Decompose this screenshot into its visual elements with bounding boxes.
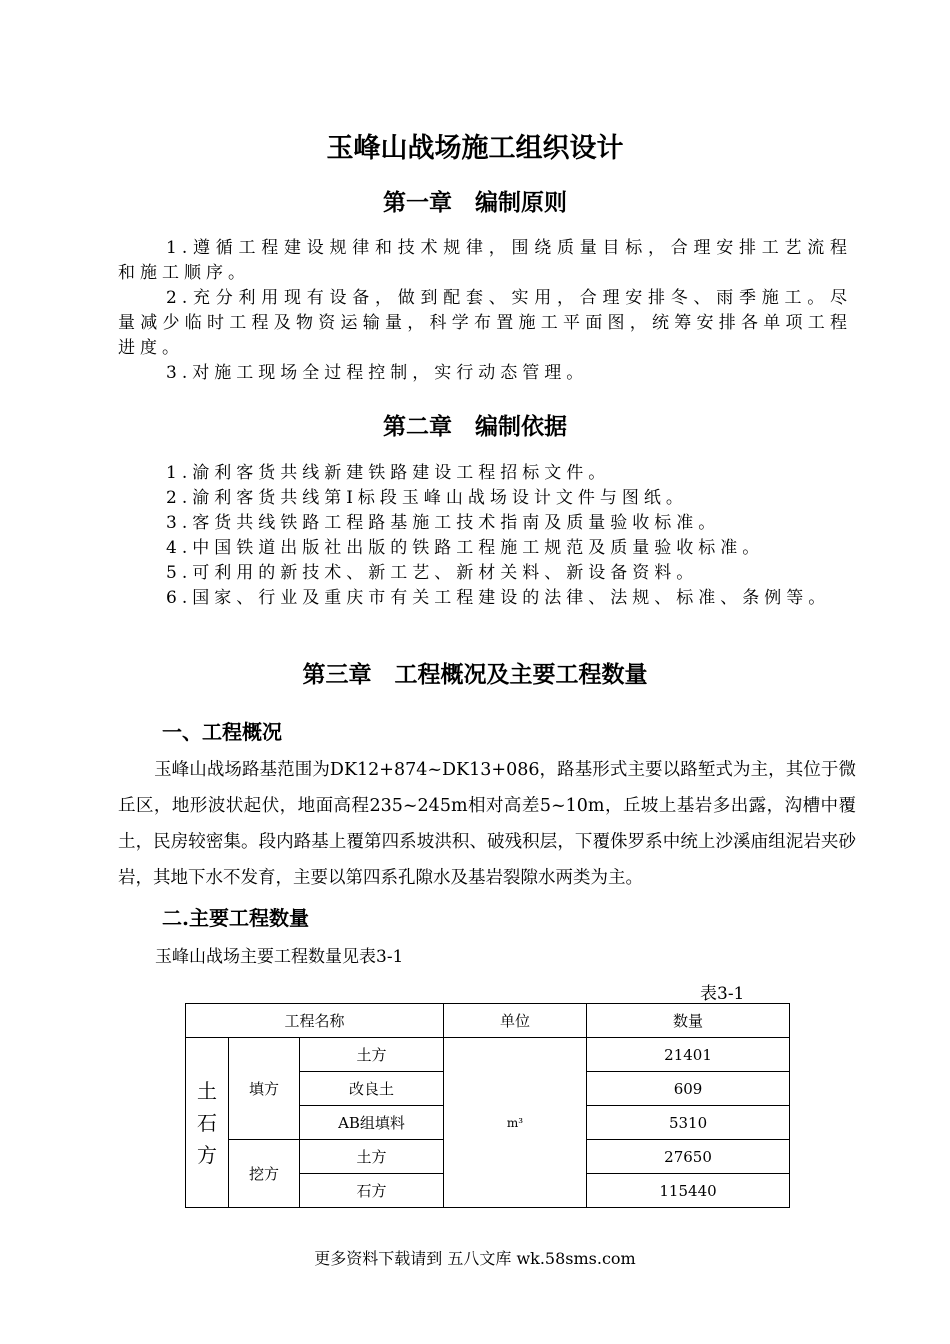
quantity-table [185,1003,790,1208]
item-qty: 21401 [587,1038,790,1072]
item-name: AB组填料 [300,1106,444,1140]
chapter2-item-3: 3.客货共线铁路工程路基施工技术指南及质量验收标准。 [166,513,721,533]
item-qty: 27650 [587,1140,790,1174]
chapter2-item-2: 2.渝利客货共线第Ⅰ标段玉峰山战场设计文件与图纸。 [166,488,688,508]
item-qty: 609 [587,1072,790,1106]
chapter2-item-5: 5.可利用的新技术、新工艺、新材关料、新设备资料。 [166,563,699,583]
section2-heading: 二.主要工程数量 [162,906,309,930]
header-name: 工程名称 [186,1004,444,1038]
chapter1-item-2: 2.充分利用现有设备，做到配套、实用，合理安排冬、雨季施工。尽量减少临时工程及物资运输量，科学布置施工平面图，统筹安排各单项工程进度。 [118,288,852,358]
item-name: 改良土 [300,1072,444,1106]
chapter1-item-1: 1.遵循工程建设规律和技术规律，围绕质量目标，合理安排工艺流程和施工顺序。 [118,238,852,283]
chapter2-item-1: 1.渝利客货共线新建铁路建设工程招标文件。 [166,463,611,483]
item-name: 石方 [300,1174,444,1208]
chapter2-item-4: 4.中国铁道出版社出版的铁路工程施工规范及质量验收标准。 [166,538,765,558]
chapter1-heading: 第一章 编制原则 [383,189,567,216]
group-fill-cell: 填方 [229,1038,300,1140]
header-qty: 数量 [587,1004,790,1038]
group-cut-cell: 挖方 [229,1140,300,1208]
section1-heading: 一、工程概况 [162,720,282,744]
chapter2-item-6: 6.国家、行业及重庆市有关工程建设的法律、法规、标准、条例等。 [166,588,831,608]
item-qty: 5310 [587,1106,790,1140]
item-name: 土方 [300,1038,444,1072]
table-row [186,1038,790,1072]
table-label: 表3-1 [700,984,745,1004]
unit-cell: m³ [444,1038,587,1208]
chapter3-heading: 第三章 工程概况及主要工程数量 [302,661,648,688]
header-unit: 单位 [444,1004,587,1038]
footer-text: 更多资料下载请到 五八文库 wk.58sms.com [314,1249,636,1268]
chapter2-heading: 第二章 编制依据 [383,413,567,440]
section2-body: 玉峰山战场主要工程数量见表3-1 [155,947,404,967]
document-title: 玉峰山战场施工组织设计 [326,133,624,164]
table-header-row [186,1004,790,1038]
item-qty: 115440 [587,1174,790,1208]
section1-body: 玉峰山战场路基范围为DK12+874~DK13+086，路基形式主要以路堑式为主，其位于微丘区，地形波状起伏，地面高程235~245m相对高差5~10m，丘坡上基岩多出露，沟槽中覆土，民房较密集。段内路基上覆第四系坡洪积、破残积层，下覆侏罗系中统上沙溪庙组泥岩夹砂岩，其地下水不发育，主要以第四系孔隙水及基岩裂隙水两类为主。 [118,760,856,888]
item-name: 土方 [300,1140,444,1174]
chapter1-item-3: 3.对施工现场全过程控制，实行动态管理。 [166,363,589,383]
category-cell: 土石方 [186,1038,229,1208]
